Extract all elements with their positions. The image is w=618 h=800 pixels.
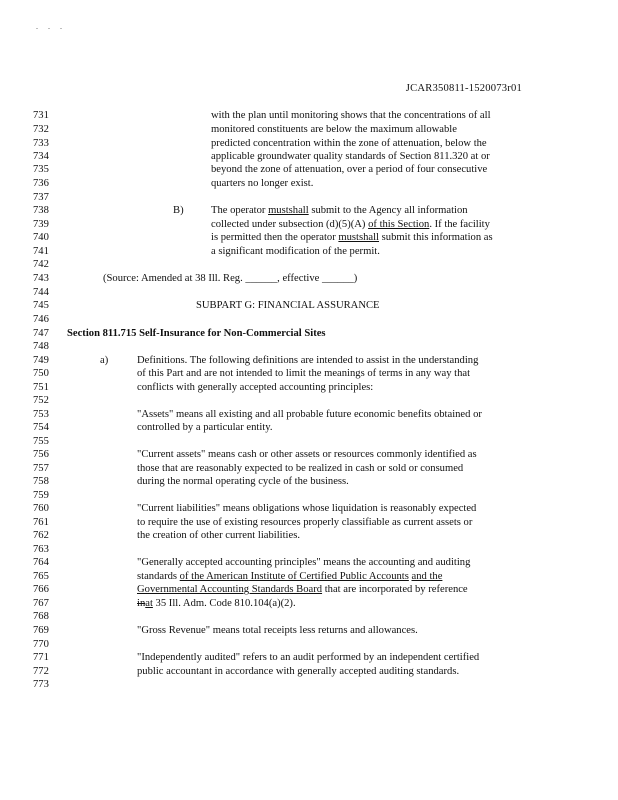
deleted-text: in <box>137 598 146 609</box>
amended-text-mustshall: mustshall <box>338 232 380 243</box>
line-number: 741 <box>33 246 49 257</box>
text-line <box>211 204 468 217</box>
line-number: 752 <box>33 395 49 406</box>
line-number: 756 <box>33 449 49 460</box>
line-number: 753 <box>33 409 49 420</box>
definition-current-assets: "Current assets" means cash or other assets or resources commonly identified as <box>137 449 477 460</box>
line-number: 742 <box>33 259 49 270</box>
text-segment: collected under subsection (d)(5)(A) <box>211 219 369 230</box>
text-segment: . If the facility <box>429 219 490 230</box>
line-number: 749 <box>33 355 49 366</box>
text-line <box>211 231 493 244</box>
inserted-text: Governmental Accounting Standards Board <box>137 584 323 595</box>
line-number: 734 <box>33 151 49 162</box>
line-number: 735 <box>33 164 49 175</box>
line-number: 755 <box>33 436 49 447</box>
line-number: 757 <box>33 463 49 474</box>
text-line: quarters no longer exist. <box>211 178 314 189</box>
text-line <box>137 570 442 583</box>
line-number: 772 <box>33 666 49 677</box>
line-number: 761 <box>33 517 49 528</box>
line-number: 748 <box>33 341 49 352</box>
document-id-header: JCAR350811-1520073r01 <box>405 83 522 94</box>
line-number: 773 <box>33 679 49 690</box>
subsection-label-a: a) <box>100 355 109 366</box>
line-number: 763 <box>33 544 49 555</box>
line-number: 754 <box>33 422 49 433</box>
text-line: applicable groundwater quality standards of Section 811.320 at or <box>211 151 490 162</box>
text-segment: is permitted then the operator <box>211 232 339 243</box>
line-number: 739 <box>33 219 49 230</box>
text-line: with the plan until monitoring shows that the concentrations of all <box>211 110 491 121</box>
text-line: Definitions. The following definitions are intended to assist in the understanding <box>137 355 479 366</box>
line-number: 746 <box>33 314 49 325</box>
line-number: 766 <box>33 584 49 595</box>
subsection-label-b: B) <box>173 205 184 216</box>
line-number: 770 <box>33 639 49 650</box>
text-line: predicted concentration within the zone of attenuation, below the <box>211 138 487 149</box>
line-number: 769 <box>33 625 49 636</box>
line-number: 743 <box>33 273 49 284</box>
line-number: 759 <box>33 490 49 501</box>
line-number: 733 <box>33 138 49 149</box>
inserted-text: at <box>145 598 153 609</box>
line-number: 745 <box>33 300 49 311</box>
source-note: (Source: Amended at 38 Ill. Reg. ______, effective ______) <box>103 273 358 284</box>
line-number: 751 <box>33 382 49 393</box>
text-segment: 35 Ill. Adm. Code 810.104(a)(2). <box>152 598 296 609</box>
inserted-text: and the <box>411 571 443 582</box>
text-segment: The operator <box>211 205 269 216</box>
line-number: 764 <box>33 557 49 568</box>
text-line: beyond the zone of attenuation, over a period of four consecutive <box>211 164 488 175</box>
text-line: a significant modification of the permit. <box>211 246 380 257</box>
line-number: 736 <box>33 178 49 189</box>
text-line: the creation of other current liabilities. <box>137 530 300 541</box>
text-line: public accountant in accordance with generally accepted auditing standards. <box>137 666 460 677</box>
line-number: 744 <box>33 287 49 298</box>
text-line: of this Part and are not intended to limit the meanings of terms in any way that <box>137 368 471 379</box>
definition-current-liabilities: "Current liabilities" means obligations whose liquidation is reasonably expected <box>137 503 477 514</box>
section-heading: Section 811.715 Self-Insurance for Non-Commercial Sites <box>67 328 326 339</box>
text-line: controlled by a particular entity. <box>137 422 273 433</box>
text-line <box>137 583 468 596</box>
line-number: 738 <box>33 205 49 216</box>
text-segment: submit to the Agency all information <box>308 205 468 216</box>
inserted-text: of the American Institute of Certified Public Accounts <box>179 571 409 582</box>
definition-gaap: "Generally accepted accounting principles" means the accounting and auditing <box>137 557 471 568</box>
line-number: 767 <box>33 598 49 609</box>
inserted-text: of this Section <box>368 219 430 230</box>
line-number: 771 <box>33 652 49 663</box>
text-line: conflicts with generally accepted accounting principles: <box>137 382 374 393</box>
text-line: to require the use of existing resources properly classifiable as current assets or <box>137 517 473 528</box>
definition-independently-audited: "Independently audited" refers to an audit performed by an independent certified <box>137 652 480 663</box>
line-number: 762 <box>33 530 49 541</box>
line-number: 732 <box>33 124 49 135</box>
line-number: 765 <box>33 571 49 582</box>
line-number: 747 <box>33 328 49 339</box>
text-segment: that are incorporated by reference <box>322 584 468 595</box>
line-number: 758 <box>33 476 49 487</box>
line-number: 740 <box>33 232 49 243</box>
text-segment: submit this information as <box>379 232 493 243</box>
amended-text-mustshall: mustshall <box>268 205 309 216</box>
text-line: monitored constituents are below the maximum allowable <box>211 124 457 135</box>
definition-gross-revenue: "Gross Revenue" means total receipts less returns and allowances. <box>137 625 418 636</box>
text-line <box>137 597 296 610</box>
scan-corner-marks: . . . <box>36 22 66 31</box>
subpart-heading: SUBPART G: FINANCIAL ASSURANCE <box>196 300 380 311</box>
definition-assets: "Assets" means all existing and all probable future economic benefits obtained or <box>137 409 482 420</box>
text-line: during the normal operating cycle of the business. <box>137 476 349 487</box>
line-number: 760 <box>33 503 49 514</box>
line-number: 768 <box>33 611 49 622</box>
line-number: 731 <box>33 110 49 121</box>
line-number: 750 <box>33 368 49 379</box>
text-line: those that are reasonably expected to be realized in cash or sold or consumed <box>137 463 464 474</box>
line-number: 737 <box>33 192 49 203</box>
text-line <box>211 218 490 231</box>
text-segment: standards <box>137 571 180 582</box>
